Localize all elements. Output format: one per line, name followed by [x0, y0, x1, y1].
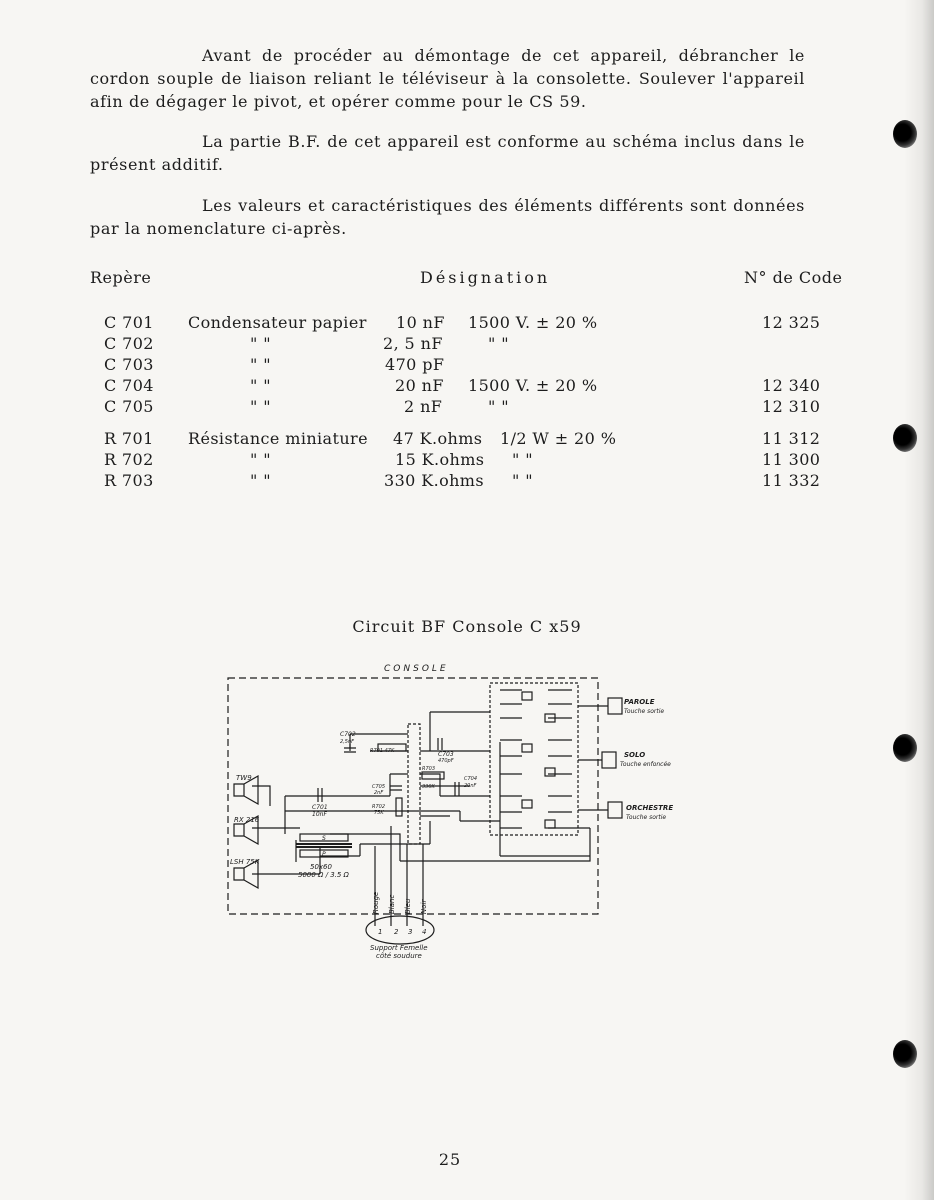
- transformer-spec: 50x60: [310, 863, 332, 871]
- punch-hole: [893, 734, 917, 762]
- row-type: " ": [250, 355, 272, 374]
- row-type: " ": [250, 334, 272, 353]
- header-code: N° de Code: [744, 268, 843, 287]
- row-value: 330 K.ohms: [384, 471, 484, 490]
- c705-label: C705: [372, 784, 386, 790]
- schematic-diagram: [200, 656, 680, 966]
- row-ref: C 703: [104, 355, 154, 374]
- row-type: " ": [250, 471, 272, 490]
- wire-bleu-label: Bleu: [404, 898, 412, 914]
- row-ref: R 701: [104, 429, 154, 448]
- row-spec: " ": [512, 471, 534, 490]
- wire-rouge-label: Rouge: [372, 891, 380, 914]
- r703-label: R703: [422, 766, 436, 772]
- connector-sub-label: côté soudure: [376, 952, 422, 960]
- row-type: Condensateur papier: [188, 313, 367, 332]
- row-spec: 1500 V. ± 20 %: [468, 376, 598, 395]
- row-value: 2 nF: [404, 397, 443, 416]
- row-type: Résistance miniature: [188, 429, 368, 448]
- r702-value: 75K: [374, 810, 384, 816]
- solo-button-symbol: [602, 752, 616, 768]
- speaker-tw9-label: TW9: [236, 774, 252, 782]
- pin-3-label: 3: [408, 928, 413, 936]
- wire-noir-label: Noir: [420, 899, 428, 914]
- c702-label: C702: [340, 731, 356, 738]
- nomenclature-paragraph: Les valeurs et caractéristiques des éléments différents sont données par la nomenclature ci-après.: [90, 196, 805, 238]
- c701-symbol: [318, 788, 322, 802]
- row-ref: C 702: [104, 334, 154, 353]
- c704-label: C704: [464, 776, 478, 782]
- transformer-p-label: P: [322, 851, 326, 858]
- console-label: CONSOLE: [384, 664, 449, 674]
- c703-symbol: [438, 738, 442, 750]
- row-code: 11 312: [762, 429, 821, 448]
- speaker-rx216-label: RX 216: [234, 816, 260, 824]
- r703-value: 330K: [422, 784, 435, 790]
- r701-label: R701 47K: [370, 748, 395, 754]
- parole-button-symbol: [608, 698, 622, 714]
- row-spec: 1500 V. ± 20 %: [468, 313, 598, 332]
- pin-4-label: 4: [422, 928, 427, 936]
- row-value: 10 nF: [396, 313, 445, 332]
- row-spec: " ": [488, 334, 510, 353]
- row-value: 15 K.ohms: [395, 450, 485, 469]
- console-frame: [228, 678, 598, 914]
- c703-label: C703: [438, 751, 454, 758]
- row-spec: " ": [512, 450, 534, 469]
- c703-value: 470pF: [438, 758, 454, 764]
- c705-symbol: [390, 786, 402, 790]
- figure-caption: Circuit BF Console C x59: [352, 617, 582, 636]
- speaker-lsh75k-label: LSH 75K: [230, 858, 260, 866]
- row-ref: R 702: [104, 450, 154, 469]
- row-code: 11 300: [762, 450, 821, 469]
- row-ref: R 703: [104, 471, 154, 490]
- switch-contacts: [500, 690, 572, 828]
- transformer-rating: 5000 Ω / 3.5 Ω: [298, 871, 349, 879]
- row-code: 12 310: [762, 397, 821, 416]
- c701-value: 10nF: [312, 811, 327, 818]
- row-spec: 1/2 W ± 20 %: [500, 429, 617, 448]
- row-value: 47 K.ohms: [393, 429, 483, 448]
- switch-orchestre-label: ORCHESTRE: [626, 804, 674, 812]
- r703-symbol: [422, 772, 444, 779]
- transformer-s-label: S: [322, 835, 326, 842]
- c705-value: 2nF: [374, 790, 384, 796]
- r702-label: R702: [372, 804, 386, 810]
- c701-label: C701: [312, 804, 328, 811]
- switch-solo-sub: Touche enfoncée: [620, 761, 671, 768]
- header-repere: Repère: [90, 268, 152, 287]
- row-type: " ": [250, 376, 272, 395]
- row-type: " ": [250, 450, 272, 469]
- switch-solo-label: SOLO: [624, 751, 646, 759]
- row-ref: C 704: [104, 376, 154, 395]
- bf-paragraph: La partie B.F. de cet appareil est conforme au schéma inclus dans le présent additif.: [90, 132, 805, 174]
- page-number: 25: [438, 1150, 462, 1169]
- row-type: " ": [250, 397, 272, 416]
- punch-hole: [893, 424, 917, 452]
- row-value: 2, 5 nF: [383, 334, 443, 353]
- switch-parole-label: PAROLE: [624, 698, 655, 706]
- pin-2-label: 2: [394, 928, 399, 936]
- row-value: 20 nF: [395, 376, 444, 395]
- row-ref: C 705: [104, 397, 154, 416]
- switch-orchestre-sub: Touche sortie: [626, 814, 667, 821]
- row-value: 470 pF: [385, 355, 445, 374]
- pin-1-label: 1: [378, 928, 383, 936]
- intro-paragraph: Avant de procéder au démontage de cet appareil, débrancher le cordon souple de liaison reliant le téléviseur à la consolette. Soulever l'appareil afin de dégager le pivot, et opérer comme pour le CS 59.: [90, 46, 805, 111]
- c704-value: 20nF: [464, 783, 477, 789]
- punch-hole: [893, 1040, 917, 1068]
- connector-label: Support Femelle: [370, 944, 428, 952]
- row-spec: " ": [488, 397, 510, 416]
- row-code: 12 340: [762, 376, 821, 395]
- row-ref: C 701: [104, 313, 154, 332]
- punch-hole: [893, 120, 917, 148]
- orchestre-button-symbol: [608, 802, 622, 818]
- row-code: 12 325: [762, 313, 821, 332]
- c702-value: 2,5nF: [340, 739, 354, 745]
- switch-parole-sub: Touche sortie: [624, 708, 665, 715]
- c704-symbol: [455, 782, 459, 796]
- central-bus: [408, 724, 420, 844]
- wire-blanc-label: Blanc: [388, 894, 396, 914]
- row-code: 11 332: [762, 471, 821, 490]
- header-designation: Désignation: [420, 268, 551, 287]
- page-edge-shadow: [904, 0, 934, 1200]
- r702-symbol: [396, 798, 402, 816]
